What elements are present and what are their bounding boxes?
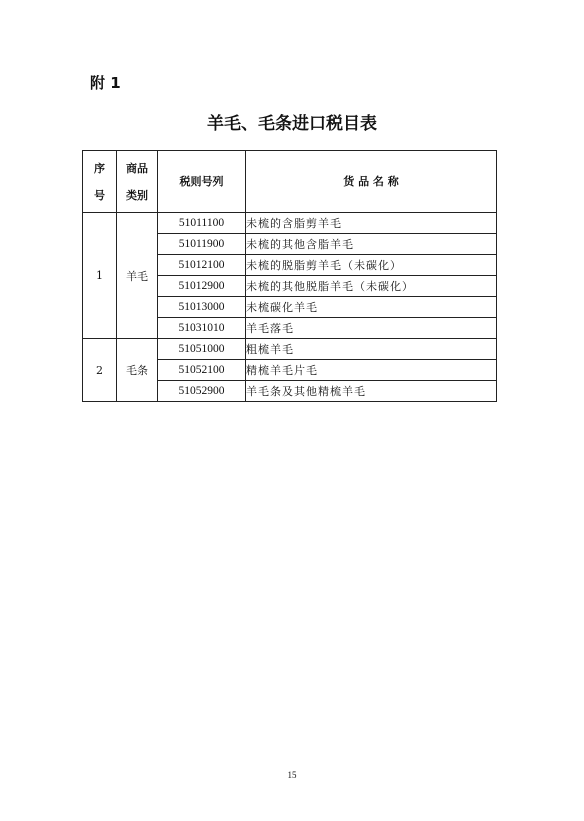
goods-name: 粗梳羊毛 bbox=[246, 339, 497, 360]
goods-name: 羊毛落毛 bbox=[246, 318, 497, 339]
goods-name: 未梳的脱脂剪羊毛（未碳化） bbox=[246, 255, 497, 276]
table-row bbox=[83, 213, 497, 234]
group-category: 羊毛 bbox=[117, 213, 158, 339]
table-row bbox=[83, 339, 497, 360]
tariff-code: 51011100 bbox=[158, 213, 246, 234]
header-code: 税则号列 bbox=[158, 151, 246, 213]
group-seq: 1 bbox=[83, 213, 117, 339]
tariff-code: 51052900 bbox=[158, 381, 246, 402]
table-header-row bbox=[83, 151, 497, 213]
header-name: 货 品 名 称 bbox=[246, 151, 497, 213]
group-category: 毛条 bbox=[117, 339, 158, 402]
header-category: 商品 类别 bbox=[117, 151, 158, 213]
tariff-code: 51011900 bbox=[158, 234, 246, 255]
attachment-label: 附 1 bbox=[90, 74, 121, 92]
goods-name: 未梳的其他含脂羊毛 bbox=[246, 234, 497, 255]
goods-name: 精梳羊毛片毛 bbox=[246, 360, 497, 381]
tariff-code: 51051000 bbox=[158, 339, 246, 360]
page-number: 15 bbox=[287, 770, 297, 780]
goods-name: 未梳的其他脱脂羊毛（未碳化） bbox=[246, 276, 497, 297]
tariff-code: 51012900 bbox=[158, 276, 246, 297]
tariff-code: 51052100 bbox=[158, 360, 246, 381]
tariff-code: 51012100 bbox=[158, 255, 246, 276]
goods-name: 羊毛条及其他精梳羊毛 bbox=[246, 381, 497, 402]
goods-name: 未梳碳化羊毛 bbox=[246, 297, 497, 318]
tariff-table bbox=[82, 150, 497, 402]
page-title: 羊毛、毛条进口税目表 bbox=[207, 114, 377, 134]
header-seq: 序 号 bbox=[83, 151, 117, 213]
group-seq: 2 bbox=[83, 339, 117, 402]
tariff-code: 51013000 bbox=[158, 297, 246, 318]
goods-name: 未梳的含脂剪羊毛 bbox=[246, 213, 497, 234]
tariff-code: 51031010 bbox=[158, 318, 246, 339]
